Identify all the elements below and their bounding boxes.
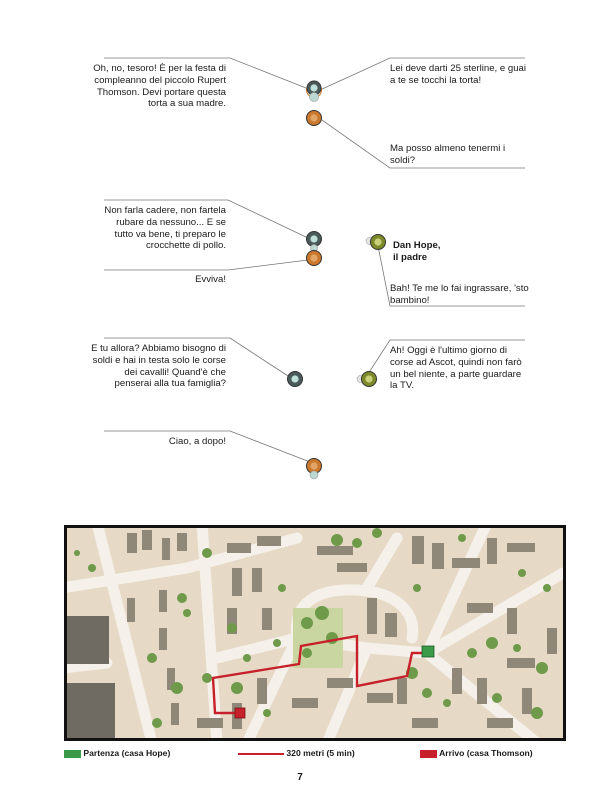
end-swatch	[420, 750, 437, 758]
page-number: 7	[297, 772, 303, 783]
dad-name-label	[393, 240, 440, 264]
bubble-dad-2: Ah! Oggi è l'ultimo giorno di corse ad Ascot, quindi non farò un bel niente, a parte guardare la TV.	[390, 345, 522, 392]
bubble-mom-2: Lei deve darti 25 sterline, e guai a te se tocchi la torta!	[390, 63, 526, 86]
legend-start-label: Partenza (casa Hope)	[83, 748, 171, 758]
child-figure-1	[307, 111, 322, 126]
route-map	[64, 525, 566, 741]
map-canvas	[67, 528, 563, 738]
dad-name: Dan Hope,	[393, 240, 441, 251]
bubble-child-1: Ma posso almeno tenermi i soldi?	[390, 143, 506, 166]
legend-route-label: 320 metri (5 min)	[286, 748, 355, 758]
legend-end-label: Arrivo (casa Thomson)	[439, 748, 533, 758]
legend-start	[64, 746, 170, 760]
mom-figure-3	[288, 372, 303, 387]
bubble-child-3: Ciao, a dopo!	[168, 436, 226, 447]
child-figure-3	[307, 459, 322, 480]
bubble-mom-3: Non farla cadere, non fartela rubare da nessuno... E se tutto va bene, ti preparo le crocchette di pollo.	[104, 205, 226, 252]
route-swatch	[238, 753, 284, 755]
dad-figure-1	[366, 235, 386, 250]
mom-figure-1	[307, 81, 322, 102]
start-swatch	[64, 750, 81, 758]
dad-figure-2	[357, 372, 377, 387]
bubble-mom-1: Oh, no, tesoro! È per la festa di compleanno del piccolo Rupert Thomson. Devi portare questa torta a sua madre.	[93, 63, 226, 110]
bubble-mom-4: E tu allora? Abbiamo bisogno di soldi e hai in testa solo le corse dei cavalli! Quand'è che penserai alla tua famiglia?	[91, 343, 226, 390]
dad-role: il padre	[393, 251, 428, 263]
start-marker	[422, 646, 434, 657]
child-figure-2	[307, 251, 322, 266]
legend-end	[420, 746, 533, 760]
legend-route	[238, 746, 355, 760]
bubble-child-2: Evviva!	[195, 274, 226, 285]
end-marker	[235, 708, 245, 718]
mom-figure-2	[307, 232, 322, 252]
bubble-dad-1: Bah! Te me lo fai ingrassare, 'sto bambino!	[390, 283, 529, 306]
